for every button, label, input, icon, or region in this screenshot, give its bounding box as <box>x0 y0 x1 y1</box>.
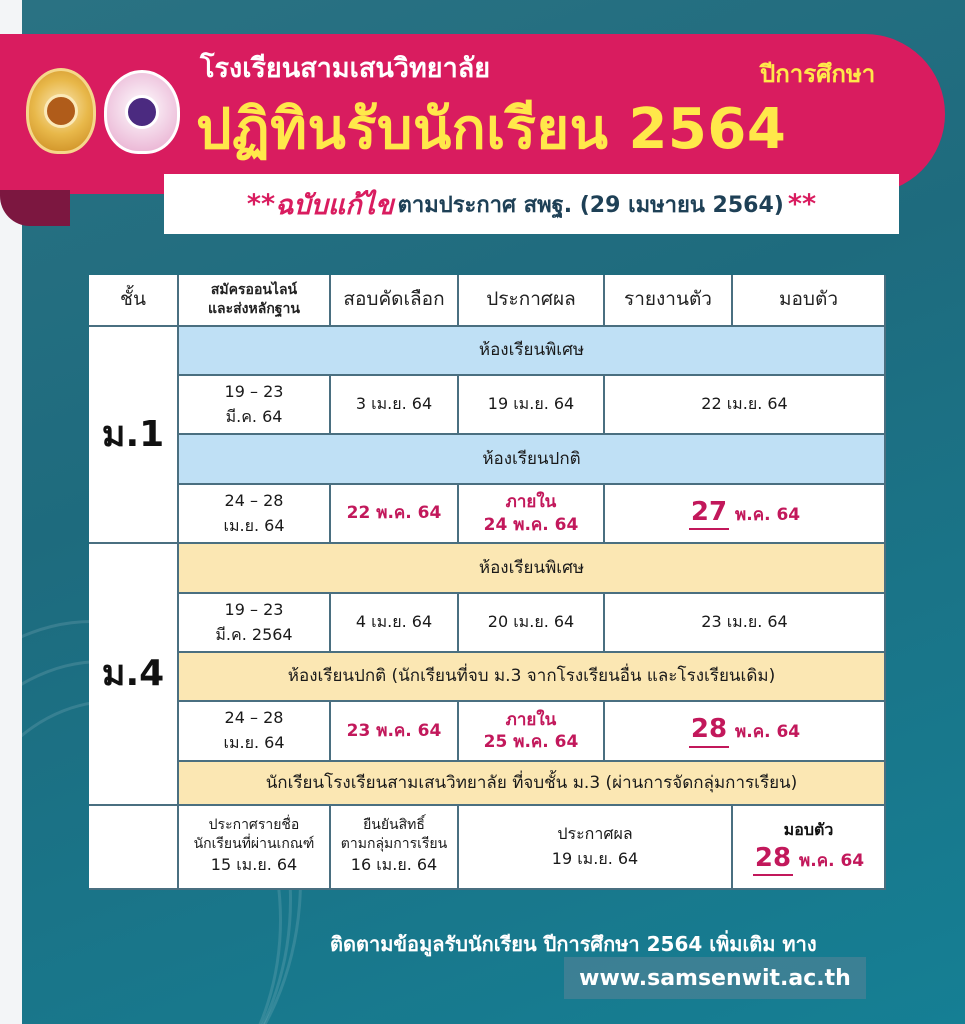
footer-info-text: ติดตามข้อมูลรับนักเรียน ปีการศึกษา 2564 เพิ่มเติม ทาง <box>330 932 817 956</box>
m1-regular-announce-line1: ภายใน <box>505 492 557 513</box>
academic-year-label: ปีการศึกษา <box>760 60 876 88</box>
m1-regular-report <box>605 485 886 544</box>
revision-notice <box>164 174 899 234</box>
ministry-seal-icon <box>26 68 96 154</box>
internal-handover-label: มอบตัว <box>783 820 834 839</box>
website-link[interactable]: www.samsenwit.ac.th <box>564 957 866 999</box>
revision-reference: ตามประกาศ สพฐ. (29 เมษายน 2564) <box>397 192 784 218</box>
m4-special-apply <box>179 594 331 653</box>
m1-regular-apply-line2: เม.ย. 64 <box>223 515 285 535</box>
header-apply-line2: และส่งหลักฐาน <box>208 301 300 317</box>
grade-m4: ม.4 <box>89 544 179 806</box>
internal-announce <box>459 806 733 890</box>
m1-special-apply-line2: มี.ค. 64 <box>225 406 283 426</box>
m4-regular-announce <box>459 702 605 762</box>
stars-right: ** <box>787 188 817 220</box>
m1-regular-announce <box>459 485 605 544</box>
grade-m1: ม.1 <box>89 327 179 544</box>
m1-special-section: ห้องเรียนพิเศษ <box>179 327 886 376</box>
m4-regular-apply-line1: 24 – 28 <box>224 708 284 728</box>
m4-regular-apply <box>179 702 331 762</box>
header-grade: ชั้น <box>89 275 179 327</box>
header-apply <box>179 275 331 327</box>
m1-special-announce: 19 เม.ย. 64 <box>459 376 605 435</box>
m4-special-apply-line1: 19 – 23 <box>224 599 284 619</box>
internal-announce-date: 19 เม.ย. 64 <box>551 849 639 868</box>
m4-special-report: 23 เม.ย. 64 <box>605 594 886 653</box>
m4-regular-announce-line2: 25 พ.ค. 64 <box>483 732 579 752</box>
stars-left: ** <box>246 188 276 220</box>
m4-regular-announce-line1: ภายใน <box>505 709 557 730</box>
internal-handover-day: 28 <box>753 843 793 876</box>
m1-regular-announce-line2: 24 พ.ค. 64 <box>483 514 579 535</box>
internal-list-date: 15 เม.ย. 64 <box>210 855 298 875</box>
m1-special-apply-line1: 19 – 23 <box>224 381 284 401</box>
internal-list-line2: นักเรียนที่ผ่านเกณฑ์ <box>193 835 315 852</box>
m4-special-apply-line2: มี.ค. 2564 <box>215 624 293 644</box>
internal-list-announcement <box>179 806 331 890</box>
header-exam: สอบคัดเลือก <box>331 275 459 327</box>
school-logo-icon <box>104 70 180 154</box>
m1-special-exam: 3 เม.ย. 64 <box>331 376 459 435</box>
page-title: ปฏิทินรับนักเรียน 2564 <box>196 97 787 162</box>
internal-confirm <box>331 806 459 890</box>
admission-calendar-table <box>89 275 886 890</box>
internal-row-blank <box>89 806 179 890</box>
m1-special-apply <box>179 376 331 435</box>
m4-special-announce: 20 เม.ย. 64 <box>459 594 605 653</box>
header-handover: มอบตัว <box>733 275 886 327</box>
m1-regular-exam: 22 พ.ค. 64 <box>331 485 459 544</box>
internal-list-line1: ประกาศรายชื่อ <box>208 816 300 833</box>
internal-handover-month: พ.ค. 64 <box>799 850 865 871</box>
m4-regular-exam: 23 พ.ค. 64 <box>331 702 459 762</box>
m1-regular-section: ห้องเรียนปกติ <box>179 435 886 485</box>
m4-regular-section: ห้องเรียนปกติ (นักเรียนที่จบ ม.3 จากโรงเรียนอื่น และโรงเรียนเดิม) <box>179 653 886 702</box>
m1-regular-apply <box>179 485 331 544</box>
m4-special-section: ห้องเรียนพิเศษ <box>179 544 886 594</box>
m4-regular-apply-line2: เม.ย. 64 <box>223 733 285 752</box>
banner-fold <box>0 190 70 226</box>
internal-handover <box>733 806 886 890</box>
m4-internal-section: นักเรียนโรงเรียนสามเสนวิทยาลัย ที่จบชั้น ม.3 (ผ่านการจัดกลุ่มการเรียน) <box>179 762 886 806</box>
revision-label: ฉบับแก้ไข <box>275 189 394 221</box>
header-apply-line1: สมัครออนไลน์ <box>210 282 298 299</box>
m1-regular-report-month: พ.ค. 64 <box>735 504 801 525</box>
m1-regular-apply-line1: 24 – 28 <box>224 490 284 510</box>
m4-regular-report <box>605 702 886 762</box>
internal-confirm-line1: ยืนยันสิทธิ์ <box>363 816 425 833</box>
m4-regular-report-day: 28 <box>689 714 729 747</box>
internal-confirm-date: 16 เม.ย. 64 <box>350 855 438 875</box>
m4-regular-report-month: พ.ค. 64 <box>735 722 801 743</box>
header-announce: ประกาศผล <box>459 275 605 327</box>
internal-confirm-line2: ตามกลุ่มการเรียน <box>340 835 448 852</box>
m4-special-exam: 4 เม.ย. 64 <box>331 594 459 653</box>
header-report: รายงานตัว <box>605 275 733 327</box>
m1-regular-report-day: 27 <box>689 497 729 530</box>
school-name: โรงเรียนสามเสนวิทยาลัย <box>200 53 491 84</box>
internal-announce-label: ประกาศผล <box>557 824 633 844</box>
m1-special-report: 22 เม.ย. 64 <box>605 376 886 435</box>
